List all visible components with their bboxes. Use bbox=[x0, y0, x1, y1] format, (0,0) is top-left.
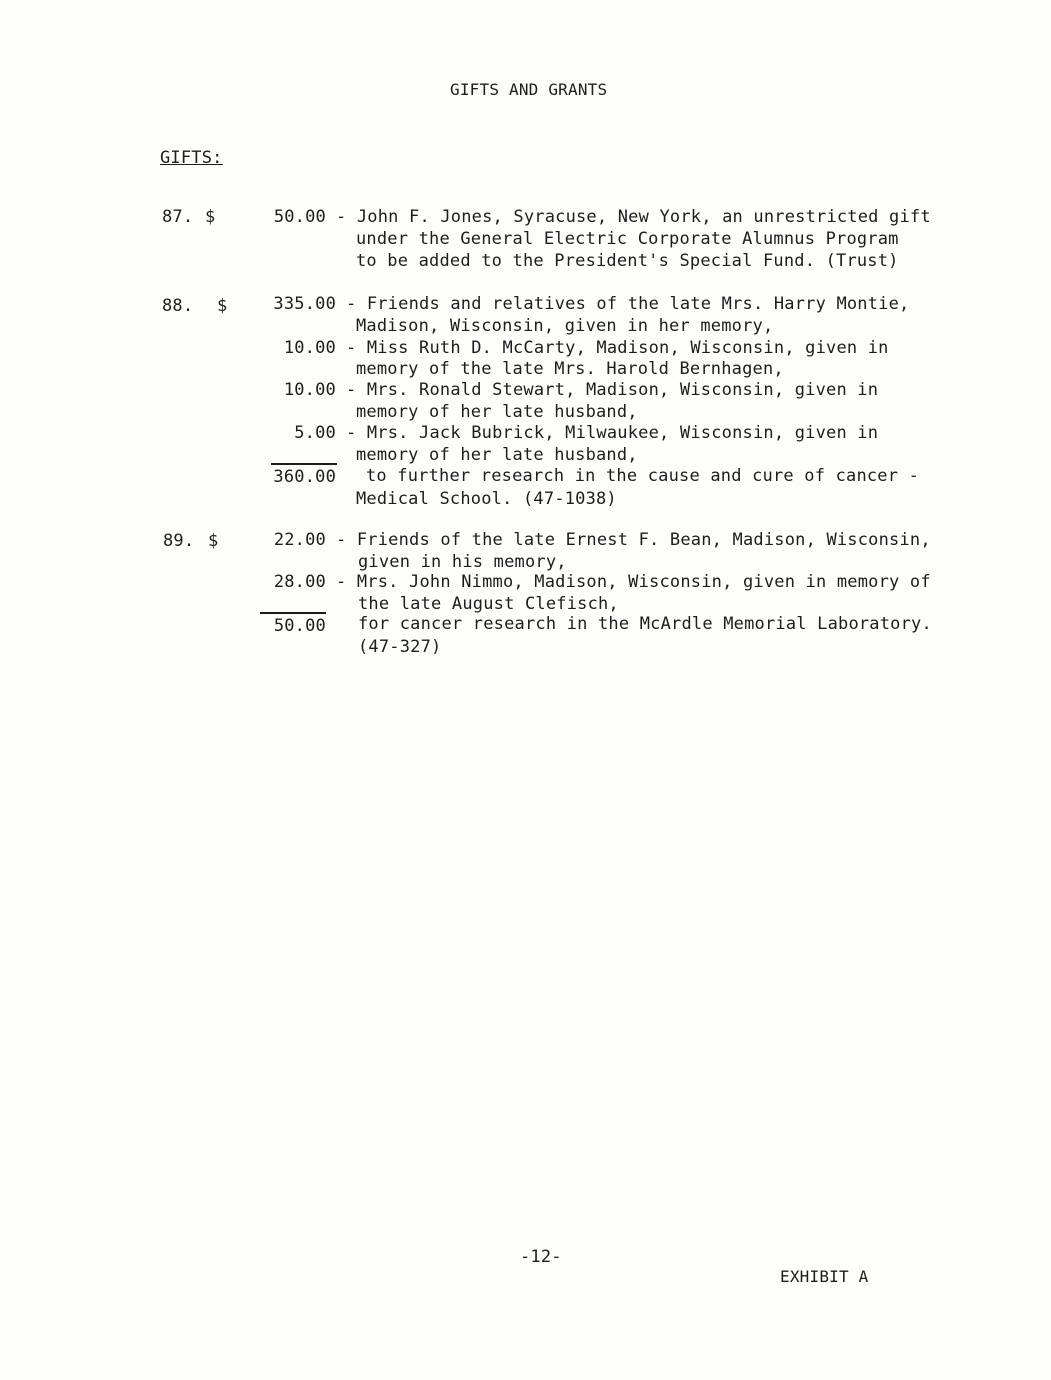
gift-purpose-line: for cancer research in the McArdle Memorial Laboratory. bbox=[358, 614, 932, 634]
gift-description-line: - Friends and relatives of the late Mrs. Harry Montie, bbox=[346, 294, 910, 314]
gift-description-line: Madison, Wisconsin, given in her memory, bbox=[356, 316, 774, 336]
page-number: -12- bbox=[520, 1247, 562, 1267]
gift-description-line: - Mrs. Ronald Stewart, Madison, Wisconsin, given in bbox=[346, 380, 879, 400]
entry-number: 87. bbox=[162, 207, 194, 227]
gift-description-line: - Mrs. Jack Bubrick, Milwaukee, Wisconsin, given in bbox=[346, 423, 879, 443]
gift-purpose-line: Medical School. (47-1038) bbox=[356, 489, 617, 509]
gift-description-line: memory of the late Mrs. Harold Bernhagen, bbox=[356, 359, 784, 379]
gift-description-line: given in his memory, bbox=[358, 552, 567, 572]
gift-amount: 22.00 bbox=[273, 530, 326, 550]
section-heading-gifts: GIFTS: bbox=[160, 148, 223, 168]
gift-description-line: under the General Electric Corporate Alumnus Program bbox=[356, 229, 899, 249]
gift-description-line: - Miss Ruth D. McCarty, Madison, Wisconsin, given in bbox=[346, 338, 889, 358]
gift-description-line: memory of her late husband, bbox=[356, 445, 638, 465]
gift-description-line: - Friends of the late Ernest F. Bean, Madison, Wisconsin, bbox=[336, 530, 931, 550]
currency-symbol: $ bbox=[208, 531, 219, 551]
currency-symbol: $ bbox=[205, 207, 216, 227]
gift-description-line: to be added to the President's Special Fund. (Trust) bbox=[356, 251, 899, 271]
gift-amount: 10.00 bbox=[283, 338, 336, 358]
gift-amount: 335.00 bbox=[273, 294, 336, 314]
gift-amount: 5.00 bbox=[294, 423, 336, 443]
gift-description-line: memory of her late husband, bbox=[356, 402, 638, 422]
gift-description-line: the late August Clefisch, bbox=[358, 594, 619, 614]
currency-symbol: $ bbox=[217, 296, 228, 316]
gift-amount: 10.00 bbox=[283, 380, 336, 400]
gift-description-line: - Mrs. John Nimmo, Madison, Wisconsin, given in memory of bbox=[336, 572, 931, 592]
gift-purpose-line: (47-327) bbox=[358, 637, 442, 657]
total-amount: 50.00 bbox=[273, 616, 326, 636]
gift-amount: 28.00 bbox=[273, 572, 326, 592]
exhibit-label: EXHIBIT A bbox=[780, 1267, 869, 1286]
gift-purpose-line: to further research in the cause and cure of cancer - bbox=[366, 466, 920, 486]
gift-description-line: - John F. Jones, Syracuse, New York, an unrestricted gift bbox=[336, 207, 931, 227]
total-rule bbox=[260, 612, 326, 614]
total-amount: 360.00 bbox=[273, 467, 336, 487]
entry-number: 88. bbox=[162, 296, 194, 316]
total-rule bbox=[271, 463, 337, 465]
entry-number: 89. bbox=[163, 531, 195, 551]
page-title: GIFTS AND GRANTS bbox=[450, 80, 608, 99]
gift-amount: 50.00 bbox=[273, 207, 326, 227]
